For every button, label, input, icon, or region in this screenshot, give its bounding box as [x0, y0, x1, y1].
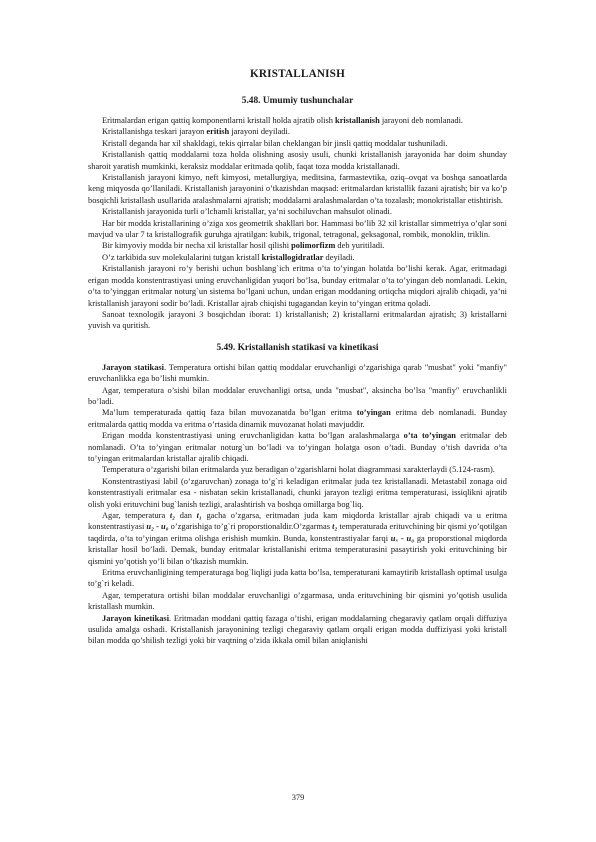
- text-run: Bir kimyoviy modda bir necha xil kristallar hosil qilishi: [102, 241, 292, 251]
- text-run: deb yuritiladi.: [335, 241, 385, 251]
- paragraph: [88, 476, 507, 510]
- page-title: KRISTALLANISH: [249, 68, 346, 80]
- text-run: Agar, temperatura ortishi bilan moddalar eruvchanligi o’zgarmasa, unda erituvchining bir qismini yo’qotish usulida kristallash mumkin.: [88, 590, 507, 612]
- bold-term: Jarayon kinetikasi: [102, 613, 170, 623]
- bold-term: to’yingan: [356, 408, 391, 418]
- paragraph: [88, 407, 507, 430]
- paragraph: [88, 218, 507, 241]
- paragraph: [88, 138, 507, 149]
- paragraph: [88, 362, 507, 385]
- paragraph: [88, 263, 507, 309]
- math-symbol: t₂: [169, 511, 176, 520]
- bold-term: Jarayon statikasi: [102, 362, 164, 372]
- paragraph: [88, 567, 507, 590]
- section-heading-statics-kinetics: 5.49. Kristallanish statikasi va kinetikasi: [216, 342, 379, 353]
- text-run: deyiladi.: [323, 252, 355, 262]
- paragraph: [88, 115, 507, 126]
- bold-term: eritish: [206, 127, 230, 137]
- text-run: Kristallanishga teskari jarayon: [102, 127, 207, 137]
- text-run: gacha o’zgarsa, eritmadan juda kam miqdorda kristallar ajrab chiqadi va u eritma konstentrastiyasi: [88, 511, 507, 532]
- paragraph: [88, 309, 507, 332]
- text-run: Kristallanish jarayoni kimyo, neft kimyosi, metallurgiya, meditsina, farmastevtika, oziq–ovqat va boshqa sanoatlarda keng miqyosda qo’llaniladi. Kristallanish jarayonini o’tkazishdan maqsad: eritmalardan kristallik fazani ajratish; bir va ko’p bosqichli kristallash usullarida aralashmalarni ajratish; moddalarni aralashmalardan o’ta tozalash; monokristallar etishtirish.: [88, 173, 507, 205]
- paragraph: [88, 385, 507, 408]
- text-run: Agar, temperatura o’sishi bilan moddalar eruvchanligi ortsa, unda "musbat", aksincha bo’lsa "manfiy" eruvchanlikli bo’ladi.: [88, 385, 507, 406]
- math-symbol: uₓ - u₀: [390, 533, 415, 543]
- text-run: jarayoni deyiladi.: [229, 127, 290, 137]
- text-run: Kristallanish jarayoni ro’y berishi uchun boshlang`ich eritma o’ta to’yingan holatda bo’lishi kerak. Agar, eritmadagi erigan modda konstentrastiyasi uning eruvchanligidan yuqori bo’lsa, bunday eritmalar o’ta to’yingan deb nomlanadi. Lekin, o’ta to’yinggan eritmalar noturg`un sistema bo’lgani uchun, undan erigan moddaning ortiqcha miqdori ajralib chiqadi, ya’ni kristallanish jarayoni sodir bo’ladi. Kristallar ajrab chiqishi tugagandan keyin to’yingan eritma qoladi.: [88, 264, 507, 308]
- paragraph: [88, 464, 507, 475]
- text-run: Kristall deganda har xil shakldagi, tekis qirralar bilan cheklangan bir jinsli qattiq moddalar tushuniladi.: [102, 138, 448, 148]
- paragraph: [88, 126, 507, 137]
- bold-term: kristallanish: [335, 116, 380, 125]
- text-run: ga proporstional miqdorda kristallar hosil bo’ladi. Demak, bunday eritmalar kristallanishi eritma temperaturasini pasaytirish yoki erituvchining bir qismini yo’qotish yo’li bilan o’tkazish mumkin.: [88, 533, 507, 566]
- bold-term: polimorfizm: [291, 241, 336, 251]
- paragraph: [88, 510, 507, 567]
- paragraph: [88, 240, 507, 251]
- text-run: . Eritmadan moddani qattiq fazaga o’tishi, erigan moddalarning chegaraviy qatlam orqali diffuziya usulida amalga oshadi. Kristallanish jarayonining tezligi chegaraviy qatlam orqali erigan modda duffiziyasi yoki kristall bilan modda qo’shilish tezligi yoki bir vaqtning o’zida ikkala omil bilan aniqlanishi: [88, 613, 507, 646]
- paragraph: [88, 149, 507, 172]
- text-run: Eritma eruvchanligining temperaturaga bog`liqligi juda katta bo’lsa, temperaturani kamaytirib kristallash optimal usulga to’g`ri keladi.: [88, 568, 507, 589]
- paragraph: [88, 252, 507, 263]
- bold-term: kristallogidratlar: [261, 252, 324, 262]
- math-symbol: t₁: [196, 511, 202, 520]
- text-run: Kristallanish jarayonida turli o’lchamli kristallar, ya’ni sochiluvchan mahsulot olinadi.: [102, 207, 392, 217]
- text-run: temperaturada erituvchining bir qismi yo’qotilgan taqdirda, o’ta to’yingan eritma olishga erishish mumkin. Bunda, konstentrastiyalar farqi: [88, 522, 508, 543]
- section-heading-general-concepts: 5.48. Umumiy tushunchalar: [241, 96, 354, 106]
- text-run: Temperatura o’zgarishi bilan eritmalarda yuz beradigan o’zgarishlarni holat diagrammasi xarakterlaydi (5.124-rasm).: [102, 465, 495, 475]
- paragraph: [88, 430, 507, 464]
- text-run: O’z tarkibida suv molekulalarini tutgan kristall: [102, 252, 262, 262]
- paragraph: [88, 613, 507, 647]
- text-run: Har bir modda kristallarining o’ziga xos geometrik shakllari bor. Hammasi bo’lib 32 xil kristallar simmetriya o’qlar soni mavjud va ular 7 ta kristallografik guruhga ajratilgan: kubik, trigonal, tetragonal, geksagonal, rombik, monoklin, triklin.: [88, 218, 507, 240]
- text-run: dan: [175, 511, 197, 520]
- text-run: eritmalar deb nomlanadi. O’ta to’yingan eritmalar noturg`un bo’ladi va to’yingan holatga oson o’tadi. Bunday o’tish davrida o’ta to’yingan eritmalardan kristallar ajralib chiqadi.: [88, 431, 507, 463]
- paragraph: [88, 590, 507, 613]
- math-symbol: u₂ - u₀: [146, 522, 169, 532]
- page-content: [88, 67, 507, 647]
- text-run: Erigan modda konstentrastiyasi uning eruvchanligidan katta bo’lgan aralashmalarga: [102, 431, 404, 441]
- text-run: Eritmalardan erigan qattiq komponentlarni kristall holda ajratib olish: [102, 116, 336, 125]
- text-run: eritma deb nomlanadi. Bunday eritmalarda qattiq modda va eritma o’rtasida dinamik muvozanat holati mavjuddir.: [88, 408, 508, 429]
- text-run: Kristallanish qattiq moddalarni toza holda olishning asosiy usuli, chunki kristallanish jarayonida har doim shunday sharoit yaratish mumkinki, keraksiz moddalar eritmada qolib, faqat toza modda kristallanadi.: [88, 150, 507, 171]
- text-run: Konstentrastiyasi labil (o’zgaruvchan) zonaga to’g`ri keladigan eritmalar juda tez kristallanadi. Metastabil zonaga oid konstentrastiyali eritmalar esa - nisbatan sekin kristallanadi, chunki jarayon tezligi eritma temperaturasi, issiqlikni ajratib olish yoki erituvchini bug`lanish tezligi, aralashtirish va boshqa omillarga bog`liq.: [88, 476, 507, 509]
- text-run: Ma’lum temperaturada qattiq faza bilan muvozanatda bo’lgan eritma: [102, 408, 357, 418]
- text-run: Sanoat texnologik jarayoni 3 bosqichdan iborat: 1) kristallanish; 2) kristallarni eritmalardan ajratish; 3) kristallarni yuvish va quritish.: [88, 309, 507, 331]
- bold-term: o’ta to’yingan: [403, 431, 456, 441]
- page-number: 379: [291, 793, 305, 802]
- text-run: Agar, temperatura: [102, 511, 170, 520]
- text-run: o’zgarishiga to’g`ri proporstionaldir.O’zgarmas: [168, 522, 333, 532]
- text-run: . Temperatura ortishi bilan qattiq moddalar eruvchanligi o’zgarishiga qarab "musbat" yoki "manfiy" eruvchanlikka ega bo’lishi mumkin.: [88, 362, 507, 384]
- section-general-concepts: [88, 115, 507, 332]
- text-run: jarayoni deb nomlanadi.: [379, 116, 463, 125]
- paragraph: [88, 172, 507, 206]
- section-statics-kinetics: [88, 362, 507, 647]
- paragraph: [88, 206, 507, 217]
- math-symbol: t₂: [332, 522, 338, 532]
